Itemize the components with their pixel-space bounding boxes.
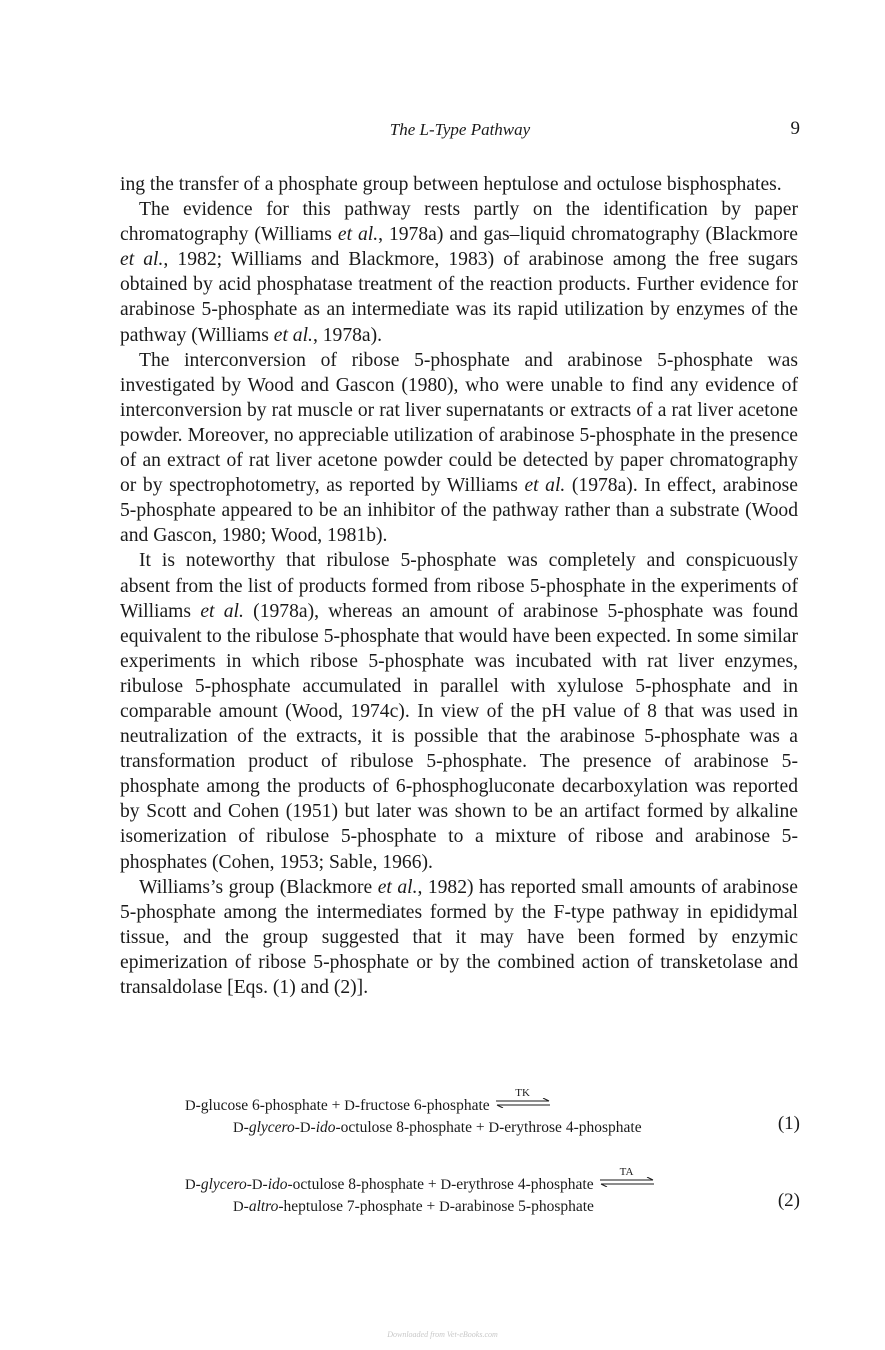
running-head [120,120,800,144]
paragraph [120,197,798,348]
small-caps-text: D [344,1098,355,1114]
text-run: - [262,1176,268,1193]
paragraph [120,172,798,197]
text-run: , 1982; Williams and Blackmore, 1983) of arabinose among the free sugars obtained by acid phosphatase treatment of the reaction products. Further evidence for arabinose 5-phosphate as an intermediate was its rapid utilization by enzymes of the pathway (Williams [120,249,798,346]
equation-products [233,1119,642,1136]
italic-text: et al. [120,249,164,271]
enzyme-label: TK [515,1087,530,1099]
equation-number: (2) [777,1190,800,1211]
paragraph [120,548,798,874]
small-caps-text: D [440,1177,452,1193]
text-run: (1978a). In effect, arabinose 5-phosphate appeared to be an inhibitor of the pathway rather than a substrate (Wood and Gascon, 1980; Wood, 1981b). [120,475,799,547]
equation-reactants [185,1097,490,1114]
text-run: -arabinose 5-phosphate [449,1198,594,1215]
small-caps-text: D [488,1120,500,1136]
equation-line-1 [185,1166,800,1196]
small-caps-text: D [439,1199,450,1215]
running-head-title: The L-Type Pathway [389,120,531,139]
text-run: , 1982) has reported small amounts of arabinose 5-phosphate among the intermediates formed by the F-type pathway in epididymal tissue, and the group suggested that it may have been formed by enzymic epimerization of ribose 5-phosphate or by the combined action of transketolase and transaldolase [Eqs. (1) and (2)]. [120,876,798,998]
text-run: The interconversion of ribose 5-phosphate and arabinose 5-phosphate was investigated by Wood and Gascon (1980), who were unable to find any evidence of interconversion by rat muscle or rat liver supernatants or extracts of a rat liver acetone powder. Moreover, no appreciable utilization of arabinose 5-phosphate in the presence of an extract of rat liver acetone powder could be detected by paper chromatography or by spectrophotometry, as reported by Williams [120,349,798,497]
text-run: -glucose 6-phosphate + [195,1097,345,1114]
text-run: Williams’s group (Blackmore [139,876,378,898]
equation-line-2 [185,1117,800,1139]
italic-text: ido [315,1119,336,1136]
italic-text: et al. [377,876,418,898]
equilibrium-arrow-icon [598,1166,656,1187]
text-run: - [310,1119,316,1136]
text-run: (1978a), whereas an amount of arabinose 5-phosphate was found equivalent to the ribulose 5-phosphate that would have been expected. In some similar experiments in which ribose 5-phosphate was incubated with rat liver enzymes, ribulose 5-phosphate accumulated in parallel with xylulose 5-phosphate and in comparable amount (Wood, 1974c). In view of the pH value of 8 that was used in neutralization of the extracts, it is possible that the arabinose 5-phosphate was a transformation product of ribulose 5-phosphate. The presence of arabinose 5-phosphate among the products of 6-phosphogluconate decarboxylation was reported by Scott and Cohen (1951) but later was shown to be an artifact formed by alkaline isomerization of ribulose 5-phosphate to a mixture of ribose and arabinose 5-phosphates (Cohen, 1953; Sable, 1966). [120,600,798,873]
italic-text: glycero [200,1176,247,1193]
text-run: -octulose 8-phosphate + [287,1176,441,1193]
italic-text: et al. [200,600,244,622]
text-run: - [294,1119,300,1136]
equation-line-1 [185,1087,800,1117]
text-run: - [246,1176,252,1193]
text-run: -erythrose 4-phosphate [499,1119,642,1136]
italic-text: et al. [273,324,313,346]
equation-2 [185,1166,800,1218]
text-run: - [243,1198,249,1215]
small-caps-text: D [233,1120,244,1136]
text-run: - [243,1119,249,1136]
italic-text: et al. [524,475,566,497]
footer-watermark: Downloaded from Vet-eBooks.com [387,1330,498,1339]
italic-text: et al. [337,224,379,246]
equation-line-2 [185,1196,800,1218]
enzyme-label: TA [619,1166,634,1178]
italic-text: ido [267,1176,288,1193]
equation-number: (1) [777,1113,800,1134]
equation-1 [185,1087,800,1139]
small-caps-text: D [299,1120,311,1136]
text-run: It is noteworthy that ribulose 5-phosphate was completely and conspicuously absent from the list of products formed from ribose 5-phosphate in the experiments of Williams [120,550,798,622]
paragraph [120,875,798,1000]
equation-reactants [185,1176,594,1193]
body-text [120,172,798,1000]
equation-products [233,1198,594,1215]
italic-text: altro [248,1198,279,1215]
text-run: -erythrose 4-phosphate [451,1176,594,1193]
text-run: -fructose 6-phosphate [354,1097,490,1114]
paragraph [120,348,798,549]
small-caps-text: D [185,1177,196,1193]
small-caps-text: D [233,1199,244,1215]
text-run: , 1978a) and gas–liquid chromatography (Blackmore [378,224,798,246]
text-run: -octulose 8-phosphate + [335,1119,489,1136]
small-caps-text: D [251,1177,263,1193]
small-caps-text: D [185,1098,196,1114]
text-run: -heptulose 7-phosphate + [278,1198,440,1215]
text-run: - [195,1176,201,1193]
equilibrium-arrow-icon [494,1087,552,1108]
page-number: 9 [790,118,800,139]
text-run: The evidence for this pathway rests partly on the identification by paper chromatography (Williams [120,199,798,246]
italic-text: glycero [248,1119,295,1136]
text-run: ing the transfer of a phosphate group between heptulose and octulose bisphosphates. [120,174,782,195]
text-run: , 1978a). [312,324,383,346]
